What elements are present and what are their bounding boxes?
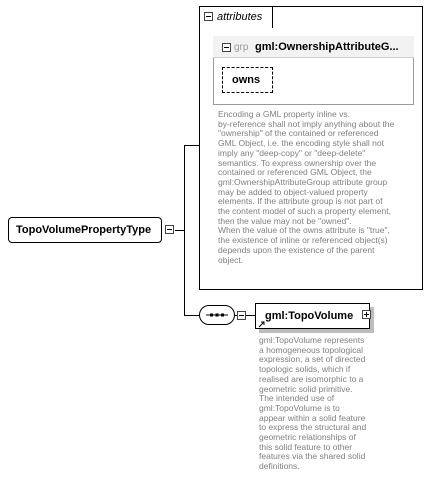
connector-to-attributes <box>184 145 199 146</box>
connector-branch-vertical <box>184 145 185 315</box>
doc-line: a homogeneous topological <box>259 344 363 355</box>
child-element-box[interactable] <box>255 303 370 329</box>
doc-line: semantics. To express ownership over the <box>218 157 377 168</box>
doc-line: elements. If the attribute group is not part of <box>218 196 383 207</box>
doc-line: imply any "deep-copy" or "deep-delete" <box>218 147 366 158</box>
doc-line: The intended use of <box>259 393 335 404</box>
collapse-group-icon[interactable] <box>222 43 231 52</box>
doc-line: GML Object, i.e. the encoding style shall not <box>218 138 384 149</box>
doc-line: geometric solid primitive. <box>259 383 353 394</box>
child-documentation <box>259 336 366 472</box>
connector-to-sequence <box>184 315 199 316</box>
doc-line: appear within a solid feature <box>259 412 366 423</box>
sequence-compositor-icon <box>199 305 235 325</box>
expand-child-icon[interactable] <box>362 310 371 319</box>
doc-line: expression, a set of directed <box>259 354 366 365</box>
root-element-box[interactable] <box>8 217 162 243</box>
doc-line: features via the shared solid <box>259 451 366 462</box>
doc-line: by-reference shall not imply anything about the <box>218 118 395 129</box>
doc-line: then the value may not be "owned". <box>218 215 352 226</box>
doc-line: "ownership" of the contained or referenced <box>218 128 379 139</box>
collapse-attributes-icon[interactable] <box>204 12 213 21</box>
doc-line: may be added to object-valued property <box>218 186 368 197</box>
group-type-tag: grp <box>234 42 249 53</box>
sequence-compositor[interactable] <box>199 305 235 325</box>
root-element-name: TopoVolumePropertyType <box>16 224 152 236</box>
doc-line: Encoding a GML property inline vs. <box>218 109 350 119</box>
collapse-root-icon[interactable] <box>165 225 174 234</box>
doc-line: topologic solids, which if <box>259 364 351 375</box>
doc-line: When the value of the owns attribute is "true", <box>218 225 390 236</box>
owns-attribute-label: owns <box>232 74 261 86</box>
doc-line: to express the structural and <box>259 422 367 433</box>
doc-line: object. <box>218 254 244 265</box>
owns-attribute[interactable] <box>222 67 273 93</box>
doc-line: realised are isomorphic to a <box>259 373 364 384</box>
doc-line: this solid feature to other <box>259 441 353 452</box>
group-name[interactable]: gml:OwnershipAttributeG... <box>255 41 399 53</box>
doc-line: the existence of inline or referenced object(s) <box>218 235 388 246</box>
doc-line: contained or referenced GML Object, the <box>218 167 372 178</box>
collapse-sequence-icon[interactable] <box>237 311 246 320</box>
connector-root-to-branch <box>175 230 184 231</box>
doc-line: definitions. <box>259 461 300 472</box>
doc-line: gml:OwnershipAttributeGroup attribute group <box>218 176 388 187</box>
doc-line: geometric relationships of <box>259 432 356 443</box>
doc-line: the content model of such a property element, <box>218 206 391 217</box>
child-element-name: gml:TopoVolume <box>265 310 354 322</box>
attributes-tab[interactable] <box>199 6 273 28</box>
attributes-documentation <box>218 110 394 265</box>
doc-line: gml:TopoVolume represents <box>259 335 365 345</box>
attributes-title: attributes <box>217 11 263 23</box>
doc-line: gml:TopoVolume is to <box>259 402 340 413</box>
doc-line: depends upon the existence of the parent <box>218 244 375 255</box>
